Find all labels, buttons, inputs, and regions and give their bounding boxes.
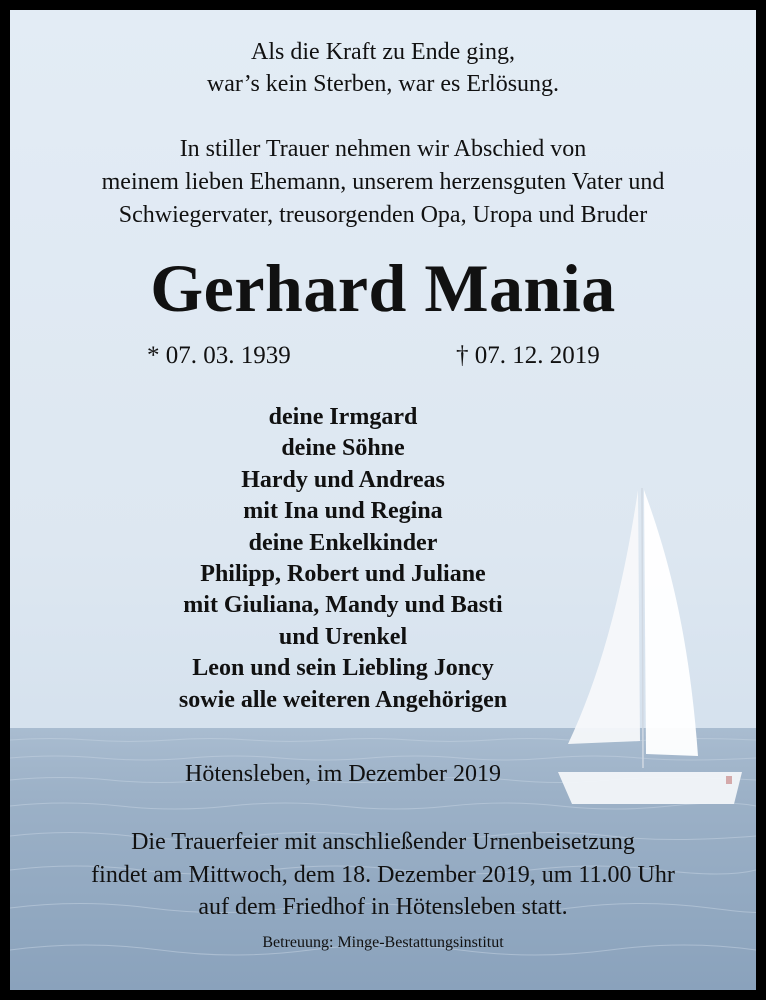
place-and-date: Hötensleben, im Dezember 2019 bbox=[185, 761, 501, 787]
verse-line: Als die Kraft zu Ende ging, bbox=[251, 39, 515, 65]
death-date: † 07. 12. 2019 bbox=[456, 342, 600, 369]
mourner-line: deine Irmgard bbox=[268, 404, 418, 430]
mourner-line: Philipp, Robert und Juliane bbox=[200, 561, 486, 588]
verse-line: war’s kein Sterben, war es Erlösung. bbox=[206, 71, 560, 97]
funeral-director: Betreuung: Minge-Bestattungsinstitut bbox=[262, 934, 504, 951]
mourner-line: deine Söhne bbox=[281, 435, 405, 462]
intro-line: Schwiegervater, treusorgenden Opa, Uropa und Bruder bbox=[118, 202, 648, 228]
verse bbox=[10, 36, 756, 100]
service-line: Die Trauerfeier mit anschließender Urnenbeisetzung bbox=[131, 829, 635, 855]
obituary-notice bbox=[10, 10, 756, 990]
deceased-name: Gerhard Mania bbox=[150, 250, 616, 326]
service-line: auf dem Friedhof in Hötensleben statt. bbox=[198, 894, 568, 920]
intro-line: meinem lieben Ehemann, unserem herzensguten Vater und bbox=[101, 169, 665, 195]
service-info bbox=[10, 826, 756, 924]
intro-line: In stiller Trauer nehmen wir Abschied von bbox=[179, 136, 587, 162]
birth-date: * 07. 03. 1939 bbox=[147, 342, 291, 369]
mourner-line: mit Ina und Regina bbox=[243, 498, 443, 525]
mourner-line: mit Giuliana, Mandy und Basti bbox=[183, 592, 503, 619]
mourner-line: und Urenkel bbox=[278, 623, 408, 650]
service-line: findet am Mittwoch, dem 18. Dezember 2019, um 11.00 Uhr bbox=[91, 861, 675, 888]
mourner-line: deine Enkelkinder bbox=[248, 529, 438, 556]
mourner-line: Leon und sein Liebling Joncy bbox=[192, 655, 494, 682]
mourners-list bbox=[10, 402, 676, 716]
intro-text bbox=[10, 133, 756, 232]
mourner-line: sowie alle weiteren Angehörigen bbox=[178, 686, 508, 713]
mourner-line: Hardy und Andreas bbox=[241, 466, 445, 493]
